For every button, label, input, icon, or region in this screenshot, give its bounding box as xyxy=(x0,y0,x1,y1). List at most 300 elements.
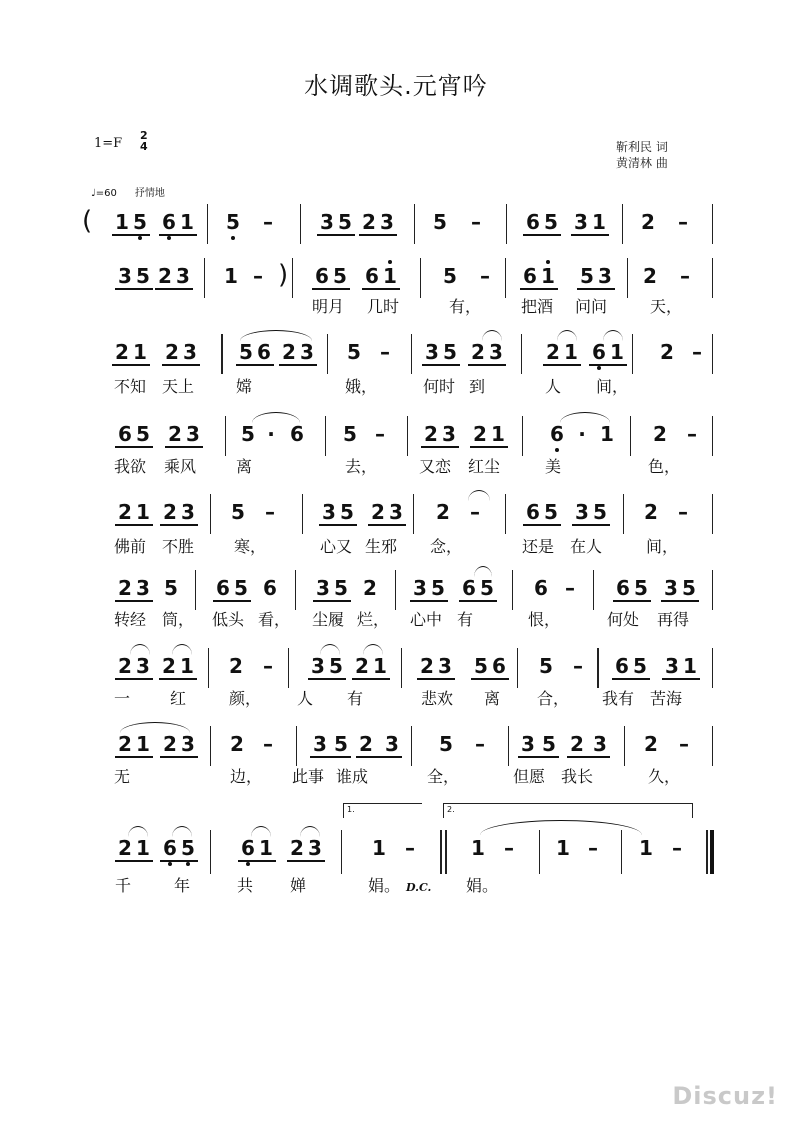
barline xyxy=(508,726,509,766)
lyric: 人 xyxy=(545,377,562,396)
note: 2 xyxy=(660,340,674,364)
note: 1 xyxy=(471,836,485,860)
note: 5 xyxy=(333,264,347,288)
underline xyxy=(165,446,203,448)
barline xyxy=(712,726,713,766)
open-paren: ( xyxy=(82,206,93,236)
lyric: 离 xyxy=(236,457,253,476)
note: 6 xyxy=(365,264,379,288)
note: 2 xyxy=(229,654,243,678)
underline xyxy=(572,524,610,526)
lyricist-credit: 靳利民 词 xyxy=(616,140,668,154)
note: 5 xyxy=(593,500,607,524)
dash: – xyxy=(265,500,275,524)
underline xyxy=(312,288,350,290)
note: 2 xyxy=(420,654,434,678)
barline xyxy=(411,726,412,766)
slur xyxy=(557,330,577,341)
barline xyxy=(712,416,713,456)
note: 3 xyxy=(575,500,589,524)
lyric: 悲欢 xyxy=(421,689,454,708)
note: 3 xyxy=(413,576,427,600)
note: 5 xyxy=(443,340,457,364)
dash: – xyxy=(678,210,688,234)
lyric: 烂， xyxy=(357,610,390,629)
underline xyxy=(112,234,150,236)
lyric: 尘履 xyxy=(312,610,345,629)
lyric: 美 xyxy=(545,457,562,476)
lyric: 但愿 xyxy=(513,767,546,786)
note: 1 xyxy=(683,654,697,678)
underline xyxy=(571,234,609,236)
lyric: 合， xyxy=(537,689,570,708)
note: 3 xyxy=(181,732,195,756)
lyric: 婵 xyxy=(290,876,307,895)
note: 1 xyxy=(136,732,150,756)
barline xyxy=(195,570,196,610)
barline xyxy=(521,334,522,374)
note: 2 xyxy=(282,340,296,364)
underline xyxy=(308,678,346,680)
note: 3 xyxy=(136,576,150,600)
barline xyxy=(300,204,301,244)
note: 5 xyxy=(164,576,178,600)
note: 6 xyxy=(216,576,230,600)
note: 2 xyxy=(363,576,377,600)
slur xyxy=(172,644,192,655)
barline xyxy=(632,334,633,374)
underline xyxy=(613,600,651,602)
note: 1 xyxy=(556,836,570,860)
meter-bottom: 4 xyxy=(140,140,148,153)
underline xyxy=(112,364,150,366)
note: 3 xyxy=(320,210,334,234)
barline xyxy=(420,258,421,298)
underline xyxy=(287,860,325,862)
note: 1 xyxy=(600,422,614,446)
barline xyxy=(327,334,328,374)
underline xyxy=(279,364,317,366)
note: 5 xyxy=(334,732,348,756)
watermark: Discuz! xyxy=(672,1082,778,1110)
lyric: 千 xyxy=(115,876,132,895)
lyric: 心又 xyxy=(320,537,353,556)
lyric: 我欲 xyxy=(114,457,147,476)
slur xyxy=(320,644,340,655)
close-paren: ) xyxy=(278,260,289,290)
note: 6 xyxy=(615,654,629,678)
underline xyxy=(159,234,197,236)
note: 6 xyxy=(163,836,177,860)
underline xyxy=(115,756,153,758)
note: 2 xyxy=(118,576,132,600)
underline xyxy=(162,364,200,366)
barline xyxy=(341,830,342,874)
note: 6 xyxy=(162,210,176,234)
lyric: 不胜 xyxy=(162,537,195,556)
note: 5 xyxy=(231,500,245,524)
note: 2 xyxy=(115,340,129,364)
lyric: 再得 xyxy=(657,610,690,629)
lyric: 在人 xyxy=(570,537,603,556)
barline xyxy=(295,570,296,610)
lyric: 共 xyxy=(237,876,254,895)
dash: – xyxy=(380,340,390,364)
barline xyxy=(627,258,628,298)
note: 1 xyxy=(372,836,386,860)
barline xyxy=(207,204,208,244)
note: 5 xyxy=(542,732,556,756)
barline xyxy=(302,494,303,534)
dash: – xyxy=(375,422,385,446)
note: 2 xyxy=(641,210,655,234)
lyric: 红尘 xyxy=(468,457,501,476)
song-title: 水调歌头.元宵吟 xyxy=(304,72,488,100)
barline xyxy=(712,648,713,688)
note: 2 xyxy=(168,422,182,446)
note: 2 xyxy=(290,836,304,860)
note: 2 xyxy=(355,654,369,678)
barline xyxy=(539,830,540,874)
barline xyxy=(522,416,523,456)
underline xyxy=(160,860,198,862)
volta-2-number: 2. xyxy=(447,805,455,814)
barline xyxy=(221,334,223,374)
lyric: 我长 xyxy=(561,767,594,786)
note: 5 xyxy=(133,210,147,234)
underline xyxy=(410,600,448,602)
note: 1 xyxy=(639,836,653,860)
note: 6 xyxy=(534,576,548,600)
lyric: 天， xyxy=(650,297,683,316)
lyric: 间， xyxy=(646,537,679,556)
underline xyxy=(518,756,559,758)
note: 3 xyxy=(313,732,327,756)
note: 5 xyxy=(633,654,647,678)
lyric: 念， xyxy=(430,537,463,556)
note: 2 xyxy=(118,500,132,524)
dot-above xyxy=(388,260,392,264)
barline xyxy=(292,258,293,298)
barline xyxy=(288,648,289,688)
note: 3 xyxy=(598,264,612,288)
dash: – xyxy=(565,576,575,600)
lyric: 离 xyxy=(484,689,501,708)
lyric: 心中 xyxy=(410,610,443,629)
lyric: 又恋 xyxy=(419,457,452,476)
barline xyxy=(624,726,625,766)
note: 3 xyxy=(176,264,190,288)
note: 5 xyxy=(634,576,648,600)
barline xyxy=(710,830,714,874)
dash: – xyxy=(263,654,273,678)
underline xyxy=(421,446,459,448)
underline xyxy=(543,364,581,366)
barline xyxy=(411,334,412,374)
dot-below xyxy=(138,236,142,240)
note: 5 xyxy=(443,264,457,288)
lyric: 明月 xyxy=(312,297,345,316)
barline xyxy=(395,570,396,610)
dot-below xyxy=(168,862,172,866)
barline xyxy=(630,416,631,456)
volta-bracket-1 xyxy=(343,803,422,818)
note: 2 xyxy=(371,500,385,524)
lyric: 佛前 xyxy=(114,537,147,556)
lyric: 不知 xyxy=(114,377,147,396)
underline xyxy=(115,860,153,862)
note: 5 xyxy=(431,576,445,600)
note: 5 xyxy=(439,732,453,756)
underline xyxy=(567,756,610,758)
lyric: 此事 xyxy=(292,767,325,786)
underline xyxy=(319,524,357,526)
lyric: 间， xyxy=(596,377,629,396)
dot-below xyxy=(231,236,235,240)
note: 6 xyxy=(526,210,540,234)
note: 6 xyxy=(118,422,132,446)
lyric: 娟。 xyxy=(466,876,499,895)
underline xyxy=(362,288,400,290)
lyric: 有， xyxy=(449,297,482,316)
note: 3 xyxy=(442,422,456,446)
lyric: 全， xyxy=(427,767,460,786)
lyric: 色， xyxy=(648,457,681,476)
note: 2 xyxy=(653,422,667,446)
note: 5 xyxy=(136,422,150,446)
underline xyxy=(468,364,506,366)
barline xyxy=(325,416,326,456)
underline xyxy=(612,678,650,680)
barline xyxy=(712,258,713,298)
lyric: 恨， xyxy=(528,610,561,629)
underline xyxy=(523,234,561,236)
underline xyxy=(359,234,397,236)
barline xyxy=(413,494,414,534)
underline xyxy=(368,524,406,526)
note: 3 xyxy=(385,732,399,756)
underline xyxy=(313,600,351,602)
note: 2 xyxy=(436,500,450,524)
lyric: 苦海 xyxy=(650,689,683,708)
barline xyxy=(210,494,211,534)
note: 2 xyxy=(163,500,177,524)
underline xyxy=(155,288,193,290)
lyric: 去， xyxy=(345,457,378,476)
dash: – xyxy=(504,836,514,860)
lyric: 有 xyxy=(457,610,474,629)
lyric: 乘风 xyxy=(164,457,197,476)
barline xyxy=(440,830,442,874)
note: 6 xyxy=(592,340,606,364)
underline xyxy=(352,678,390,680)
barline xyxy=(593,570,594,610)
underline xyxy=(115,288,153,290)
note: 3 xyxy=(186,422,200,446)
barline xyxy=(210,830,211,874)
note: 5 xyxy=(347,340,361,364)
barline xyxy=(505,494,506,534)
barline xyxy=(712,494,713,534)
note: 3 xyxy=(322,500,336,524)
note: 6 xyxy=(526,500,540,524)
lyric: 寒， xyxy=(234,537,267,556)
slur xyxy=(128,826,148,837)
slur xyxy=(252,412,300,423)
note: 5 xyxy=(474,654,488,678)
barline xyxy=(706,830,708,874)
lyric: 几时 xyxy=(367,297,400,316)
lyric: 天上 xyxy=(162,377,195,396)
dot-below xyxy=(167,236,171,240)
lyric: 娟。 xyxy=(368,876,401,895)
volta-bracket-2 xyxy=(443,803,693,818)
slur xyxy=(251,826,271,837)
dash: – xyxy=(679,732,689,756)
note: 2 xyxy=(546,340,560,364)
underline xyxy=(520,288,558,290)
note: 3 xyxy=(380,210,394,234)
underline xyxy=(115,600,153,602)
note: 2 xyxy=(163,732,177,756)
lyric: 人 xyxy=(297,689,314,708)
note: 6 xyxy=(263,576,277,600)
note: 1 xyxy=(180,210,194,234)
lyric: 还是 xyxy=(522,537,555,556)
lyric: 娥， xyxy=(345,377,378,396)
slur xyxy=(560,412,610,423)
dash: – xyxy=(471,210,481,234)
underline xyxy=(356,756,402,758)
note: 3 xyxy=(181,500,195,524)
note: 5 xyxy=(580,264,594,288)
barline xyxy=(414,204,415,244)
note: 3 xyxy=(118,264,132,288)
note: 5 xyxy=(544,500,558,524)
lyric: 我有 xyxy=(602,689,635,708)
note: 2 xyxy=(471,340,485,364)
underline xyxy=(661,600,699,602)
barline xyxy=(401,648,402,688)
lyric: 一 xyxy=(114,689,131,708)
lyric: 颜， xyxy=(229,689,262,708)
key-signature: 1=F xyxy=(94,136,123,151)
slur xyxy=(172,826,192,837)
note: 1 xyxy=(136,500,150,524)
note: 1 xyxy=(136,836,150,860)
barline xyxy=(712,570,713,610)
dash: – xyxy=(475,732,485,756)
lyric: 到 xyxy=(469,377,486,396)
lyric: 低头 xyxy=(212,610,245,629)
note: 2 xyxy=(230,732,244,756)
slur xyxy=(482,330,502,341)
composer-credit: 黄清林 曲 xyxy=(616,156,668,170)
note: · xyxy=(578,422,586,446)
lyric: 边， xyxy=(230,767,263,786)
note: 5 xyxy=(239,340,253,364)
lyric: 红 xyxy=(170,689,187,708)
barline xyxy=(407,416,408,456)
dot-below xyxy=(186,862,190,866)
note: 1 xyxy=(115,210,129,234)
barline xyxy=(517,648,518,688)
note: 3 xyxy=(183,340,197,364)
note: 3 xyxy=(316,576,330,600)
lyric: 筒， xyxy=(162,610,195,629)
barline xyxy=(712,334,713,374)
note: 2 xyxy=(473,422,487,446)
note: 2 xyxy=(359,732,373,756)
note: 1 xyxy=(259,836,273,860)
dash: – xyxy=(405,836,415,860)
lyric: 有 xyxy=(347,689,364,708)
barline xyxy=(445,830,447,874)
lyric: 何时 xyxy=(423,377,456,396)
dot-below xyxy=(246,862,250,866)
dash: – xyxy=(480,264,490,288)
note: 6 xyxy=(462,576,476,600)
slur xyxy=(363,644,383,655)
note: 5 xyxy=(682,576,696,600)
note: 5 xyxy=(329,654,343,678)
barline xyxy=(597,648,599,688)
slur xyxy=(240,330,312,341)
note: 2 xyxy=(644,500,658,524)
note: 3 xyxy=(311,654,325,678)
barline xyxy=(204,258,205,298)
note: 6 xyxy=(616,576,630,600)
note: 6 xyxy=(550,422,564,446)
barline xyxy=(296,726,297,766)
lyric: 转经 xyxy=(114,610,147,629)
underline xyxy=(589,364,627,366)
dash: – xyxy=(263,210,273,234)
note: 5 xyxy=(241,422,255,446)
note: 5 xyxy=(480,576,494,600)
note: 2 xyxy=(165,340,179,364)
da-capo-mark: D.C. xyxy=(406,881,432,894)
meter-top: 2 xyxy=(140,129,148,142)
lyric: 看， xyxy=(258,610,291,629)
dash: – xyxy=(687,422,697,446)
note: 3 xyxy=(389,500,403,524)
expression-mark: 抒情地 xyxy=(134,188,165,199)
barline xyxy=(512,570,513,610)
underline xyxy=(417,678,455,680)
note: 3 xyxy=(521,732,535,756)
note: 1 xyxy=(383,264,397,288)
underline xyxy=(236,364,274,366)
note: 1 xyxy=(541,264,555,288)
lyric: 把酒 xyxy=(521,297,554,316)
underline xyxy=(317,234,355,236)
slur xyxy=(130,644,150,655)
underline xyxy=(115,678,153,680)
note: 2 xyxy=(424,422,438,446)
barline xyxy=(622,204,623,244)
underline xyxy=(662,678,700,680)
underline xyxy=(523,524,561,526)
note: 5 xyxy=(343,422,357,446)
barline xyxy=(506,204,507,244)
lyric: 谁成 xyxy=(336,767,369,786)
underline xyxy=(577,288,615,290)
underline xyxy=(238,860,276,862)
note: 2 xyxy=(570,732,584,756)
lyric: 久， xyxy=(648,767,681,786)
lyric: 嫦 xyxy=(236,377,253,396)
